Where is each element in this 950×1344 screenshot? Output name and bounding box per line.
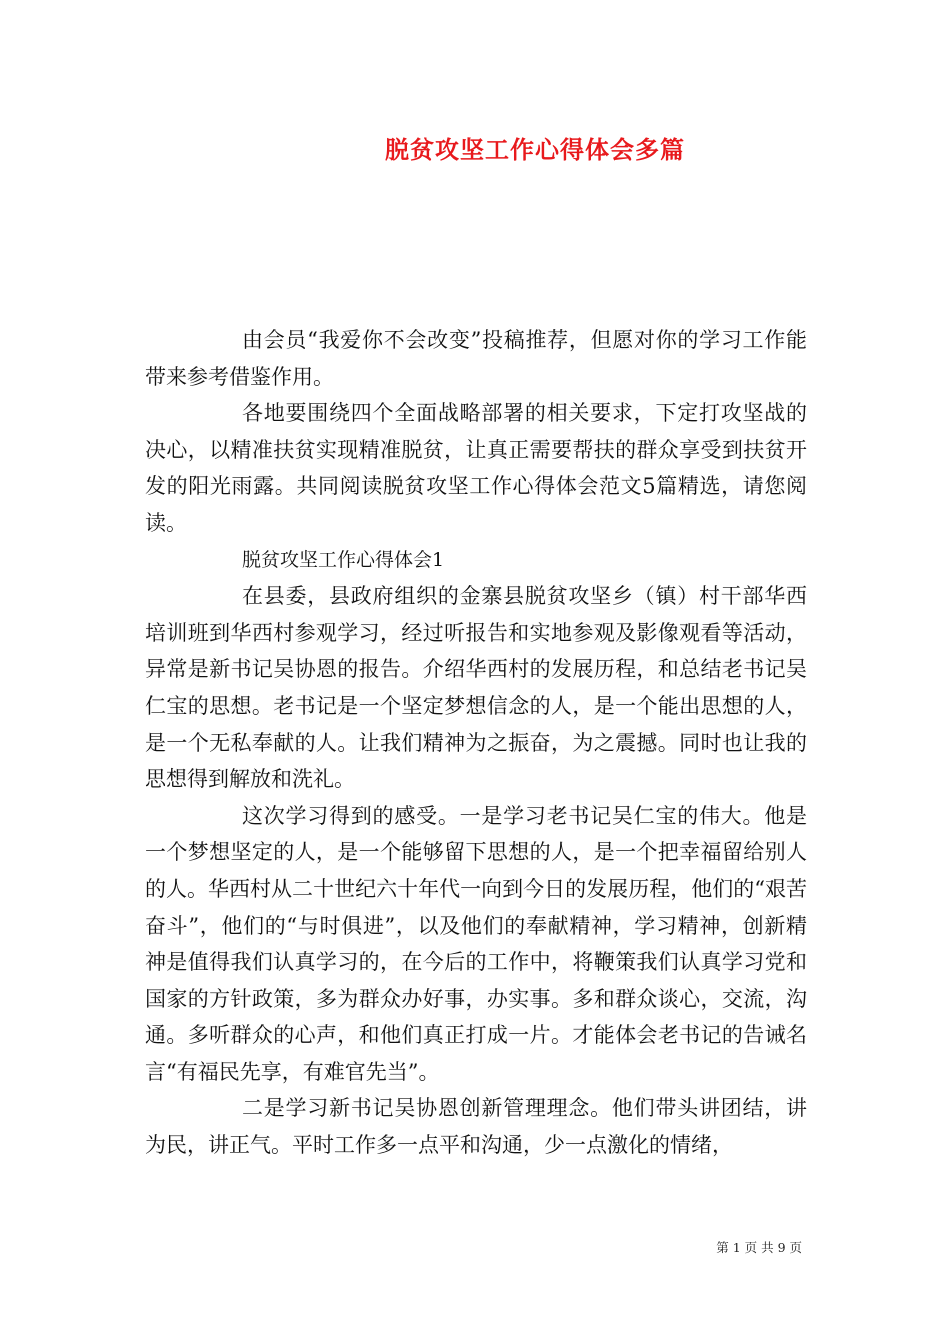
section-heading: 脱贫攻坚工作心得体会1 xyxy=(242,548,445,571)
document-title: 脱贫攻坚工作心得体会多篇 xyxy=(385,135,685,164)
body-paragraph: 二是学习新书记吴协恩创新管理理念。他们带头讲团结，讲为民，讲正气。平时工作多一点平和沟通，少一点激化的情绪， xyxy=(145,1096,807,1158)
page-number: 第 1 页 共 9 页 xyxy=(716,1240,802,1255)
body-paragraph: 这次学习得到的感受。一是学习老书记吴仁宝的伟大。他是一个梦想坚定的人，是一个能够留下思想的人，是一个把幸福留给别人的人。华西村从二十世纪六十年代一向到今日的发展历程，他们的“艰苦奋斗”，他们的“与时俱进”，以及他们的奉献精神，学习精神，创新精神是值得我们认真学习的，在今后的工作中，将鞭策我们认真学习党和国家的方针政策，多为群众办好事，办实事。多和群众谈心，交流，沟通。多听群众的心声，和他们真正打成一片。才能体会老书记的告诫名言“有福民先享，有难官先当”。 xyxy=(145,803,807,1084)
intro-paragraph: 由会员“我爱你不会改变”投稿推荐，但愿对你的学习工作能带来参考借鉴作用。 xyxy=(145,328,807,389)
summary-paragraph: 各地要围绕四个全面战略部署的相关要求，下定打攻坚战的决心，以精准扶贫实现精准脱贫，让真正需要帮扶的群众享受到扶贫开发的阳光雨露。共同阅读脱贫攻坚工作心得体会范文5篇精选，请您阅读。 xyxy=(145,401,807,535)
body-paragraph: 在县委，县政府组织的金寨县脱贫攻坚乡（镇）村干部华西培训班到华西村参观学习，经过听报告和实地参观及影像观看等活动，异常是新书记吴协恩的报告。介绍华西村的发展历程，和总结老书记吴仁宝的思想。老书记是一个坚定梦想信念的人，是一个能出思想的人，是一个无私奉献的人。让我们精神为之振奋，为之震撼。同时也让我的思想得到解放和洗礼。 xyxy=(145,584,807,792)
document-body xyxy=(145,322,807,1164)
